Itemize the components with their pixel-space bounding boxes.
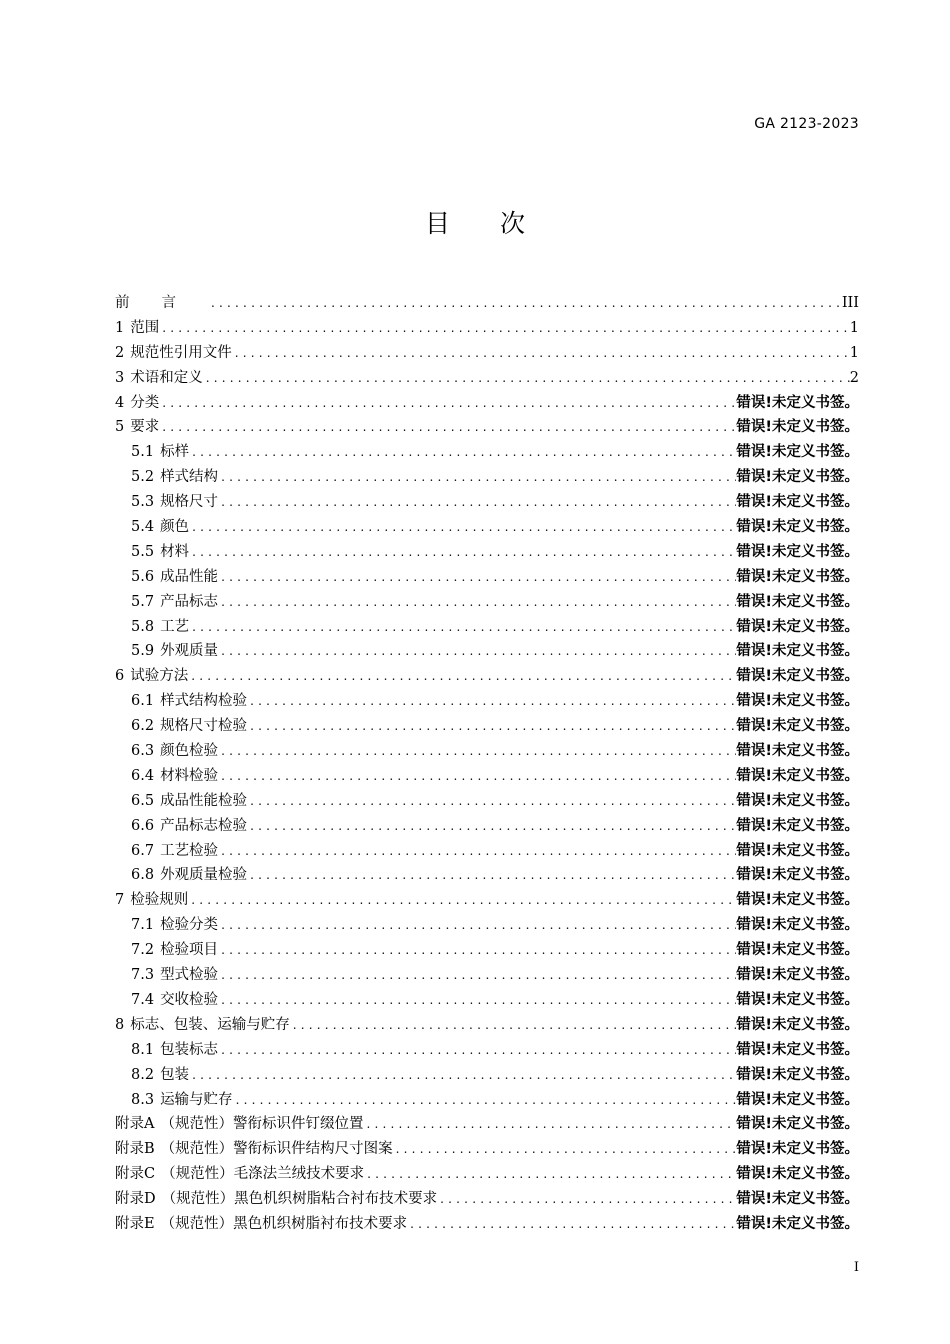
- toc-entry[interactable]: [115, 1112, 859, 1137]
- table-of-contents: [115, 291, 859, 1237]
- toc-entry-label: [131, 1063, 189, 1088]
- dot-leader: [159, 415, 736, 440]
- toc-entry[interactable]: [115, 1063, 859, 1088]
- toc-entry-page: 错误!未定义书签。: [736, 892, 859, 909]
- toc-entry[interactable]: [115, 1137, 859, 1162]
- toc-entry-page: 错误!未定义书签。: [736, 1215, 859, 1232]
- toc-entry[interactable]: [115, 938, 859, 963]
- dot-leader: [218, 1038, 736, 1063]
- toc-entry-number: 6.3: [131, 743, 155, 760]
- toc-entry-title: 型式检验: [160, 967, 219, 984]
- toc-entry-number: 4: [115, 394, 125, 411]
- toc-entry[interactable]: [115, 963, 859, 988]
- toc-entry[interactable]: [115, 913, 859, 938]
- toc-entry-title: （规范性）黑色机织树脂粘合衬布技术要求: [161, 1191, 438, 1208]
- toc-entry-label: [131, 863, 247, 888]
- toc-entry-number: 6.4: [131, 767, 155, 784]
- toc-entry-number: 5.5: [131, 543, 155, 560]
- toc-entry-number: 5.8: [131, 618, 155, 635]
- toc-entry-number: 7.2: [131, 942, 155, 959]
- toc-entry-number: 2: [115, 344, 125, 361]
- toc-entry-number: 7.3: [131, 967, 155, 984]
- toc-entry-label: [131, 1038, 218, 1063]
- toc-entry[interactable]: [115, 988, 859, 1013]
- toc-entry-page: 错误!未定义书签。: [736, 1116, 859, 1133]
- toc-entry-title: 材料: [160, 543, 190, 560]
- toc-entry-title: 工艺: [160, 618, 190, 635]
- standard-code: GA 2123-2023: [754, 116, 859, 132]
- toc-entry[interactable]: [115, 291, 859, 316]
- toc-entry[interactable]: [115, 839, 859, 864]
- toc-entry-label: [115, 1013, 290, 1038]
- dot-leader: [393, 1137, 737, 1162]
- dot-leader: [189, 1063, 736, 1088]
- page-title: 目次: [424, 209, 575, 238]
- toc-entry-label: [115, 341, 232, 366]
- toc-entry-label: [115, 316, 159, 341]
- dot-leader: [189, 615, 736, 640]
- toc-entry-label: [131, 540, 189, 565]
- toc-entry-label: [115, 1137, 393, 1162]
- toc-entry-number: 5.7: [131, 593, 155, 610]
- toc-entry-label: [131, 515, 189, 540]
- toc-entry-number: 5.2: [131, 469, 155, 486]
- dot-leader: [208, 291, 842, 316]
- toc-entry-title: 规格尺寸检验: [160, 718, 248, 735]
- toc-entry-number: 5.3: [131, 494, 155, 511]
- toc-entry-page: 错误!未定义书签。: [736, 1091, 859, 1108]
- dot-leader: [189, 515, 736, 540]
- toc-entry-number: 3: [115, 369, 125, 386]
- dot-leader: [203, 366, 850, 391]
- dot-leader: [188, 888, 736, 913]
- toc-entry[interactable]: [115, 888, 859, 913]
- toc-entry[interactable]: [115, 565, 859, 590]
- toc-entry-label: [115, 888, 188, 913]
- toc-entry-number: 7.4: [131, 991, 155, 1008]
- toc-entry-title: 运输与贮存: [160, 1091, 233, 1108]
- toc-entry[interactable]: [115, 590, 859, 615]
- dot-leader: [218, 938, 736, 963]
- toc-entry[interactable]: [115, 1088, 859, 1113]
- toc-entry-number: 8.1: [131, 1041, 155, 1058]
- toc-entry-label: [131, 814, 247, 839]
- toc-entry[interactable]: [115, 739, 859, 764]
- toc-entry[interactable]: [115, 515, 859, 540]
- toc-entry-label: [131, 590, 218, 615]
- toc-entry-title: （规范性）黑色机织树脂衬布技术要求: [160, 1215, 408, 1232]
- toc-entry-page: 错误!未定义书签。: [736, 668, 859, 685]
- page-number: I: [853, 1260, 859, 1275]
- toc-entry-label: [115, 1162, 364, 1187]
- toc-entry-page: 错误!未定义书签。: [736, 469, 859, 486]
- toc-entry[interactable]: [115, 316, 859, 341]
- toc-entry-label: [131, 839, 218, 864]
- toc-entry-page: 错误!未定义书签。: [736, 1141, 859, 1158]
- toc-entry-title: 检验项目: [160, 942, 219, 959]
- toc-entry[interactable]: [115, 714, 859, 739]
- toc-entry-label: [131, 938, 218, 963]
- dot-leader: [247, 814, 736, 839]
- toc-entry-number: 附录C: [115, 1166, 156, 1183]
- toc-entry-title: （规范性）毛涤法兰绒技术要求: [161, 1166, 365, 1183]
- toc-entry[interactable]: [115, 366, 859, 391]
- toc-entry-title: 包装: [160, 1066, 190, 1083]
- dot-leader: [218, 490, 736, 515]
- toc-entry-page: 错误!未定义书签。: [736, 519, 859, 536]
- toc-entry-number: 7: [115, 892, 125, 909]
- toc-entry-label: [131, 465, 218, 490]
- dot-leader: [247, 863, 736, 888]
- toc-entry-number: 5.1: [131, 444, 155, 461]
- toc-entry-title: 成品性能: [160, 568, 219, 585]
- dot-leader: [218, 963, 736, 988]
- toc-entry-page: 错误!未定义书签。: [736, 842, 859, 859]
- toc-entry-page: 错误!未定义书签。: [736, 917, 859, 934]
- toc-entry-title: 材料检验: [160, 767, 219, 784]
- dot-leader: [437, 1187, 736, 1212]
- toc-entry-label: [131, 1088, 233, 1113]
- toc-entry-number: 5.6: [131, 568, 155, 585]
- toc-entry-page: 错误!未定义书签。: [736, 942, 859, 959]
- toc-entry[interactable]: [115, 1187, 859, 1212]
- dot-leader: [290, 1013, 737, 1038]
- dot-leader: [188, 664, 736, 689]
- toc-entry-page: 错误!未定义书签。: [736, 967, 859, 984]
- toc-entry-label: [131, 988, 218, 1013]
- toc-entry-label: [115, 1112, 363, 1137]
- toc-entry-title: 颜色检验: [160, 743, 219, 760]
- toc-entry-page: 错误!未定义书签。: [736, 593, 859, 610]
- toc-entry-label: [115, 415, 159, 440]
- toc-entry-page: 错误!未定义书签。: [736, 743, 859, 760]
- dot-leader: [232, 341, 850, 366]
- toc-entry-page: 错误!未定义书签。: [736, 1041, 859, 1058]
- toc-entry-title: 产品标志检验: [160, 817, 248, 834]
- dot-leader: [407, 1212, 736, 1237]
- dot-leader: [218, 764, 736, 789]
- toc-entry-label: [131, 490, 218, 515]
- toc-entry-number: 8.3: [131, 1091, 155, 1108]
- toc-entry-page: 错误!未定义书签。: [736, 618, 859, 635]
- dot-leader: [247, 714, 736, 739]
- dot-leader: [247, 789, 736, 814]
- toc-entry[interactable]: [115, 1038, 859, 1063]
- toc-entry-page: 错误!未定义书签。: [736, 543, 859, 560]
- toc-entry-label: [115, 366, 203, 391]
- dot-leader: [218, 913, 736, 938]
- toc-entry-label: [131, 615, 189, 640]
- toc-entry-title: 交收检验: [160, 991, 219, 1008]
- toc-entry-number: 5.4: [131, 519, 155, 536]
- toc-entry[interactable]: [115, 764, 859, 789]
- toc-entry-number: 6.5: [131, 792, 155, 809]
- toc-entry[interactable]: [115, 1162, 859, 1187]
- toc-entry-page: 错误!未定义书签。: [736, 817, 859, 834]
- toc-entry-label: [115, 391, 159, 416]
- toc-entry-title: （规范性）警衔标识件结构尺寸图案: [160, 1141, 393, 1158]
- toc-entry-page: 错误!未定义书签。: [736, 767, 859, 784]
- toc-entry-title: 外观质量检验: [160, 867, 248, 884]
- toc-entry-title: 样式结构检验: [160, 693, 248, 710]
- toc-entry[interactable]: [115, 863, 859, 888]
- toc-entry-page: 错误!未定义书签。: [736, 718, 859, 735]
- toc-entry-title: 成品性能检验: [160, 792, 248, 809]
- toc-entry-page: 1: [849, 344, 859, 361]
- toc-entry-number: 1: [115, 319, 125, 336]
- toc-entry-page: 错误!未定义书签。: [736, 867, 859, 884]
- toc-entry-label: [131, 913, 218, 938]
- toc-entry[interactable]: [115, 789, 859, 814]
- toc-entry-page: 错误!未定义书签。: [736, 1166, 859, 1183]
- toc-entry-title: 检验分类: [160, 917, 219, 934]
- toc-entry-label: [131, 565, 218, 590]
- toc-entry-title: 包装标志: [160, 1041, 219, 1058]
- toc-entry-label: [131, 714, 247, 739]
- toc-entry[interactable]: [115, 341, 859, 366]
- toc-entry-page: 错误!未定义书签。: [736, 792, 859, 809]
- toc-entry-title: （规范性）警衔标识件钉缀位置: [160, 1116, 364, 1133]
- toc-entry-number: 6.6: [131, 817, 155, 834]
- dot-leader: [189, 440, 736, 465]
- toc-entry-number: 6.2: [131, 718, 155, 735]
- toc-entry-page: III: [841, 295, 859, 311]
- toc-entry-number: 6: [115, 668, 125, 685]
- toc-entry[interactable]: [115, 689, 859, 714]
- toc-entry-number: 6.8: [131, 867, 155, 884]
- toc-entry-page: 错误!未定义书签。: [736, 444, 859, 461]
- toc-entry-label: [131, 789, 247, 814]
- toc-entry-title: 产品标志: [160, 593, 219, 610]
- toc-entry[interactable]: [115, 391, 859, 416]
- toc-entry-title: 颜色: [160, 519, 190, 536]
- toc-entry-number: 附录A: [115, 1116, 155, 1133]
- toc-entry-number: 6.7: [131, 842, 155, 859]
- toc-entry-page: 错误!未定义书签。: [736, 419, 859, 436]
- dot-leader: [233, 1088, 737, 1113]
- toc-entry[interactable]: [115, 1212, 859, 1237]
- toc-entry-page: 错误!未定义书签。: [736, 1016, 859, 1033]
- dot-leader: [159, 316, 850, 341]
- toc-entry-page: 错误!未定义书签。: [736, 494, 859, 511]
- toc-entry[interactable]: [115, 615, 859, 640]
- toc-entry-page: 错误!未定义书签。: [736, 693, 859, 710]
- toc-entry-number: 8.2: [131, 1066, 155, 1083]
- toc-entry-number: 5: [115, 419, 125, 436]
- toc-entry-label: [131, 739, 218, 764]
- dot-leader: [218, 639, 736, 664]
- toc-entry[interactable]: [115, 1013, 859, 1038]
- dot-leader: [363, 1112, 736, 1137]
- dot-leader: [364, 1162, 736, 1187]
- toc-entry-page: 错误!未定义书签。: [736, 643, 859, 660]
- toc-entry[interactable]: [115, 814, 859, 839]
- toc-entry[interactable]: [115, 540, 859, 565]
- toc-entry[interactable]: [115, 440, 859, 465]
- toc-entry-label: [131, 440, 189, 465]
- toc-entry-title: 分类: [130, 394, 160, 411]
- toc-entry[interactable]: [115, 490, 859, 515]
- toc-entry-title: 标样: [160, 444, 190, 461]
- toc-entry-label: [115, 291, 208, 316]
- dot-leader: [218, 565, 736, 590]
- toc-entry-label: [131, 764, 218, 789]
- toc-entry-page: 2: [849, 369, 859, 386]
- toc-entry-number: 6.1: [131, 693, 155, 710]
- toc-entry-number: 附录B: [115, 1141, 155, 1158]
- toc-entry-page: 错误!未定义书签。: [736, 394, 859, 411]
- toc-entry-title: 规范性引用文件: [130, 344, 232, 361]
- toc-entry-title: 样式结构: [160, 469, 219, 486]
- toc-entry-number: 附录E: [115, 1215, 155, 1232]
- toc-entry-label: [131, 689, 247, 714]
- dot-leader: [247, 689, 736, 714]
- toc-entry-label: [115, 1212, 407, 1237]
- dot-leader: [189, 540, 736, 565]
- toc-entry-label: [131, 963, 218, 988]
- toc-entry-title: 规格尺寸: [160, 494, 219, 511]
- toc-entry-page: 错误!未定义书签。: [736, 1066, 859, 1083]
- toc-entry-title: 工艺检验: [160, 842, 219, 859]
- toc-entry-label: [131, 639, 218, 664]
- toc-entry-label: [115, 1187, 437, 1212]
- toc-entry-page: 错误!未定义书签。: [736, 568, 859, 585]
- toc-entry-title: 检验规则: [130, 892, 189, 909]
- dot-leader: [218, 988, 736, 1013]
- toc-entry-page: 1: [849, 319, 859, 336]
- toc-entry-number: 7.1: [131, 917, 155, 934]
- toc-entry-title: 要求: [130, 419, 160, 436]
- toc-entry-number: 5.9: [131, 643, 155, 660]
- toc-entry-title: 试验方法: [130, 668, 189, 685]
- toc-entry-number: 8: [115, 1016, 125, 1033]
- toc-entry-page: 错误!未定义书签。: [736, 1191, 859, 1208]
- dot-leader: [159, 391, 736, 416]
- dot-leader: [218, 739, 736, 764]
- dot-leader: [218, 839, 736, 864]
- toc-entry-title: 范围: [130, 319, 160, 336]
- toc-entry-number: 附录D: [115, 1191, 156, 1208]
- dot-leader: [218, 590, 736, 615]
- toc-entry-title: 术语和定义: [130, 369, 203, 386]
- toc-entry-title: 标志、包装、运输与贮存: [130, 1016, 290, 1033]
- toc-entry-label: [115, 664, 188, 689]
- toc-entry-page: 错误!未定义书签。: [736, 991, 859, 1008]
- toc-entry[interactable]: [115, 465, 859, 490]
- toc-entry[interactable]: [115, 639, 859, 664]
- toc-entry[interactable]: [115, 415, 859, 440]
- toc-entry-title: 外观质量: [160, 643, 219, 660]
- toc-entry-title: 前言: [115, 295, 208, 311]
- dot-leader: [218, 465, 736, 490]
- toc-entry[interactable]: [115, 664, 859, 689]
